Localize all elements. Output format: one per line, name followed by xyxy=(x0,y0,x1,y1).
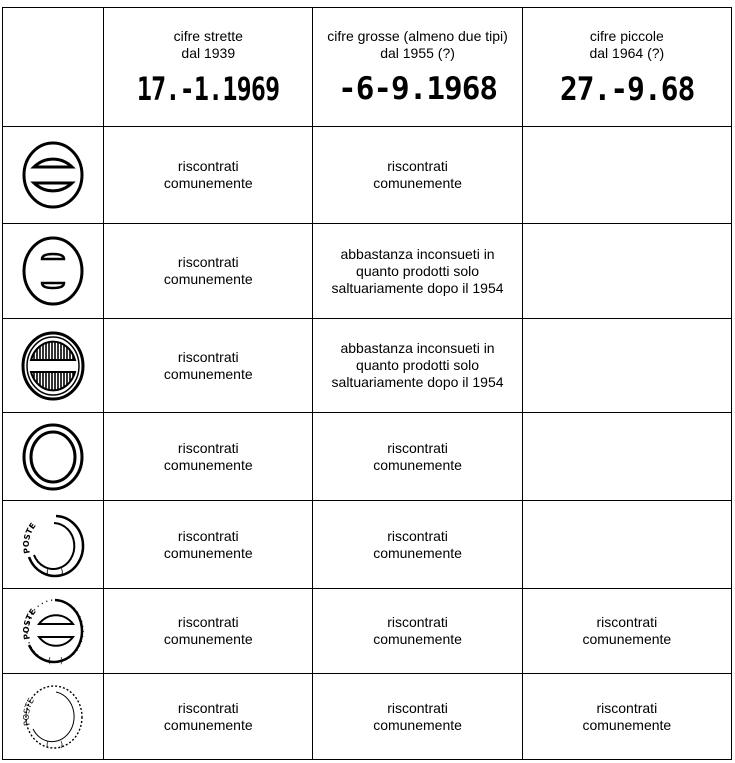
svg-text:(: ( xyxy=(46,739,50,749)
table-row xyxy=(3,501,732,589)
header-title: cifre piccole xyxy=(589,28,664,44)
status-text: riscontrati xyxy=(387,614,448,630)
corner-cell xyxy=(3,8,104,127)
table-row xyxy=(3,224,732,319)
postmark-two-slots-icon xyxy=(21,235,85,307)
postmark-cell xyxy=(3,589,104,674)
status-text: riscontrati xyxy=(177,254,239,270)
header-date: dal 1939 xyxy=(181,45,236,61)
postmark-poste-segments-icon xyxy=(20,595,86,667)
status-text: comunemente xyxy=(163,456,253,473)
status-text: comunemente xyxy=(373,456,462,473)
postmark-cell xyxy=(3,501,104,589)
status-text: riscontrati xyxy=(387,699,448,716)
status-text: riscontrati xyxy=(387,158,448,174)
status-text: comunemente xyxy=(373,175,462,191)
status-text: comunemente xyxy=(163,271,253,287)
postmark-cell xyxy=(3,127,104,224)
status-text: riscontrati xyxy=(177,527,239,544)
postmark-poste-dotted-ring-icon xyxy=(20,681,86,753)
status-text: comunemente xyxy=(373,631,462,647)
status-text: abbastanza inconsueti in xyxy=(340,340,495,356)
status-text: riscontrati xyxy=(596,614,658,630)
poste-label: POSTE xyxy=(21,520,38,554)
status-text: comunemente xyxy=(582,631,672,647)
header-title: cifre strette xyxy=(173,28,243,44)
status-text: comunemente xyxy=(163,631,253,647)
status-text: riscontrati xyxy=(596,699,658,716)
postmark-cell xyxy=(3,413,104,501)
empty-cell xyxy=(522,501,731,589)
header-cell-cifre-strette xyxy=(104,8,313,127)
table-row xyxy=(3,413,732,501)
status-text: riscontrati xyxy=(177,439,239,456)
status-text: riscontrati xyxy=(387,439,448,456)
empty-cell xyxy=(522,127,731,224)
svg-text:): ) xyxy=(60,739,64,749)
table-row xyxy=(3,319,732,413)
header-cell-cifre-grosse xyxy=(313,8,522,127)
status-text: comunemente xyxy=(582,716,672,733)
header-title: cifre grosse (almeno due tipi) xyxy=(327,28,508,44)
svg-text:(: ( xyxy=(46,567,50,578)
date-sample-large: -6-9.1968 xyxy=(338,71,498,107)
poste-label: POSTE xyxy=(21,607,38,641)
status-text: quanto prodotti solo xyxy=(356,357,480,373)
status-text: comunemente xyxy=(163,716,253,733)
status-text: comunemente xyxy=(373,544,462,561)
table-row xyxy=(3,127,732,224)
empty-cell xyxy=(522,224,731,319)
postmark-table xyxy=(2,7,732,760)
postmark-cell xyxy=(3,674,104,760)
header-cell-cifre-piccole xyxy=(522,8,731,127)
status-text: saltuariamente dopo il 1954 xyxy=(331,279,504,296)
svg-text:(: ( xyxy=(48,656,52,665)
status-text: comunemente xyxy=(373,716,462,733)
date-sample-narrow: 17.-1.1969 xyxy=(137,70,280,108)
table-row xyxy=(3,674,732,760)
header-row xyxy=(3,8,732,127)
postmark-hatched-segments-icon xyxy=(21,330,85,402)
postmark-cell xyxy=(3,319,104,413)
postmark-cell xyxy=(3,224,104,319)
date-sample-small: 27.-9.68 xyxy=(559,70,695,108)
postmark-poste-ring-icon xyxy=(20,509,86,581)
svg-text:): ) xyxy=(60,656,64,665)
status-text: comunemente xyxy=(163,175,253,191)
table-row xyxy=(3,589,732,674)
empty-cell xyxy=(522,413,731,501)
header-date: dal 1955 (?) xyxy=(380,45,455,61)
empty-cell xyxy=(522,319,731,413)
status-text: riscontrati xyxy=(177,348,239,365)
header-date: dal 1964 (?) xyxy=(589,45,665,61)
status-text: riscontrati xyxy=(177,614,239,630)
status-text: comunemente xyxy=(163,365,253,382)
postmark-double-ring-icon xyxy=(21,422,85,492)
poste-label: POSTE xyxy=(21,695,36,726)
status-text: riscontrati xyxy=(387,527,448,544)
status-text: quanto prodotti solo xyxy=(356,262,480,279)
status-text: saltuariamente dopo il 1954 xyxy=(331,374,504,390)
status-text: comunemente xyxy=(163,544,253,561)
postmark-two-segments-icon xyxy=(21,140,85,210)
svg-text:): ) xyxy=(60,567,64,578)
status-text: abbastanza inconsueti in xyxy=(340,245,495,262)
status-text: riscontrati xyxy=(177,158,239,174)
status-text: riscontrati xyxy=(177,699,239,716)
